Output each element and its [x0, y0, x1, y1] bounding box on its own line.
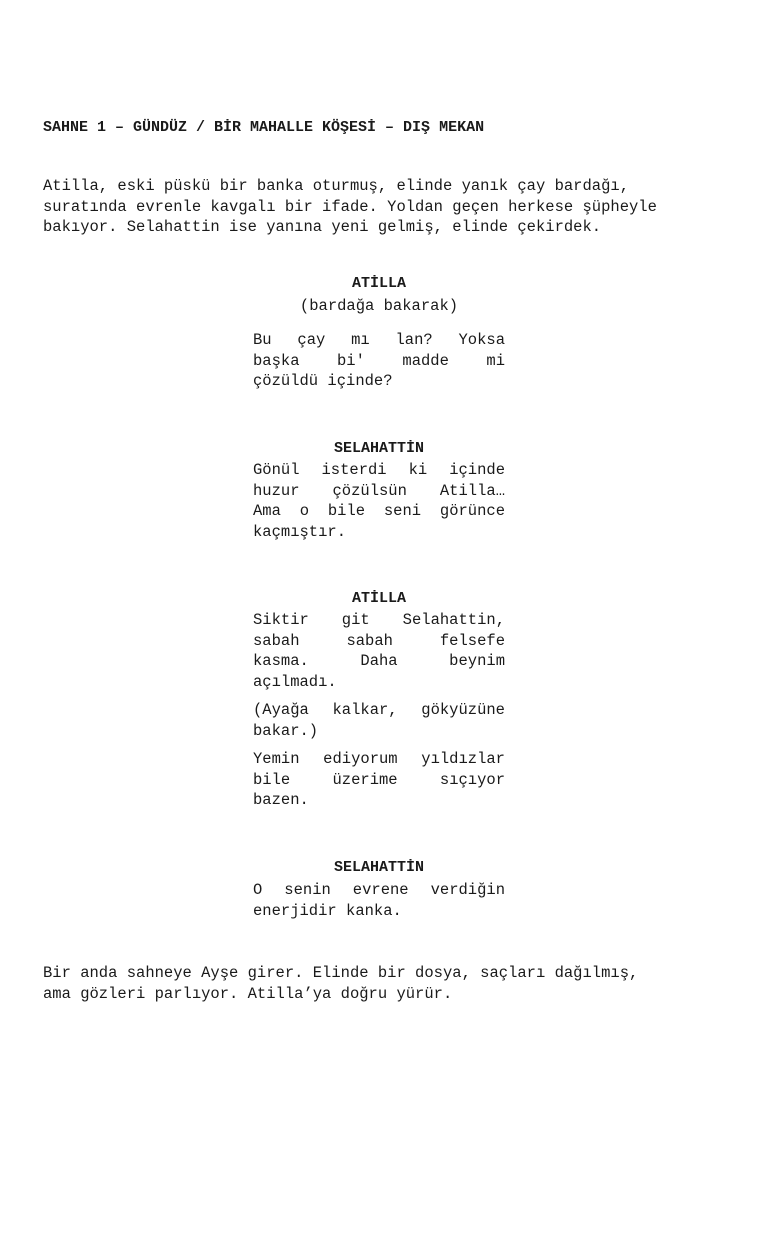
dialogue-line: bazen. [253, 791, 309, 809]
dialogue-line: Gönül isterdi ki içinde [253, 461, 505, 479]
dialogue-line: kasma. Daha beynim [253, 652, 505, 670]
dialogue-line: bile üzerime sıçıyor [253, 770, 505, 789]
dialogue-line: (Ayağa kalkar, gökyüzüne [253, 701, 505, 719]
dialogue-line: Yemin ediyorum yıldızlar [253, 750, 505, 768]
dialogue-line: O senin evrene verdiğin [253, 881, 505, 899]
dialogue-line: huzur çözülsün Atilla… [253, 481, 505, 500]
closing-action [43, 963, 733, 1004]
dialogue [253, 460, 505, 542]
dialogue [253, 880, 505, 921]
dialogue-line: Siktir git Selahattin, [253, 611, 505, 629]
character-name: SELAHATTİN [333, 859, 424, 876]
character-name: SELAHATTİN [333, 440, 424, 457]
action-line: Atilla, eski püskü bir banka oturmuş, elinde yanık çay bardağı, [43, 177, 629, 195]
dialogue-line: sabah sabah felsefe [253, 631, 505, 650]
dialogue-line: açılmadı. [253, 672, 337, 691]
scene-heading: SAHNE 1 – GÜNDÜZ / BİR MAHALLE KÖŞESİ – DIŞ MEKAN [43, 119, 485, 136]
dialogue [253, 749, 505, 811]
dialogue-line: başka bi' madde mi [253, 351, 505, 370]
dialogue-line: Ama o bile seni görünce [253, 502, 505, 520]
action-line: suratında evrenle kavgalı bir ifade. Yoldan geçen herkese şüpheyle [43, 197, 657, 216]
dialogue-line: çözüldü içinde? [253, 372, 393, 390]
action-line: bakıyor. Selahattin ise yanına yeni gelmiş, elinde çekirdek. [43, 218, 602, 236]
opening-action [43, 176, 733, 238]
dialogue-line: bakar.) [253, 721, 319, 740]
parenthetical: (bardağa bakarak) [299, 297, 459, 315]
dialogue-line: enerjidir kanka. [253, 901, 402, 920]
action-line: Bir anda sahneye Ayşe girer. Elinde bir dosya, saçları dağılmış, [43, 964, 639, 982]
character-name: ATİLLA [351, 590, 406, 607]
character-name: ATİLLA [351, 275, 406, 292]
dialogue [253, 330, 505, 392]
action-line: ama gözleri parlıyor. Atilla’ya doğru yürür. [43, 984, 453, 1003]
dialogue-line: kaçmıştır. [253, 522, 347, 541]
action-parenthetical [253, 700, 505, 741]
dialogue-line: Bu çay mı lan? Yoksa [253, 331, 505, 349]
dialogue [253, 610, 505, 692]
